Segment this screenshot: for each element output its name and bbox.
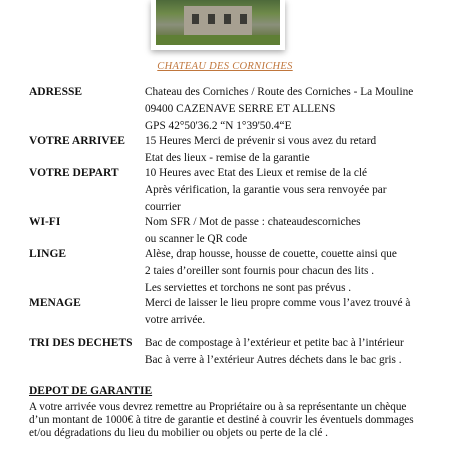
value-line: Alèse, drap housse, housse de couette, couette ainsi que bbox=[145, 248, 397, 260]
window bbox=[208, 14, 215, 24]
chateau-photo-frame bbox=[151, 0, 285, 50]
page-title: CHATEAU DES CORNICHES bbox=[157, 61, 293, 72]
value-line: Chateau des Corniches / Route des Corniches - La Mouline bbox=[145, 86, 414, 98]
chateau-photo bbox=[156, 0, 280, 45]
row-value bbox=[145, 246, 430, 297]
window bbox=[192, 14, 199, 24]
row-value bbox=[145, 84, 430, 135]
value-line: 09400 CAZENAVE SERRE ET ALLENS bbox=[145, 103, 336, 115]
value-line: 15 Heures Merci de prévenir si vous avez du retard bbox=[145, 135, 377, 147]
row-label: TRI DES DECHETS bbox=[29, 337, 133, 349]
row-value bbox=[145, 295, 430, 329]
row-label: LINGE bbox=[29, 248, 67, 260]
value-line: GPS 42°50'36.2 “N 1°39'50.4“E bbox=[145, 120, 292, 132]
row-value bbox=[145, 165, 430, 216]
depot-title: DEPOT DE GARANTIE bbox=[29, 385, 153, 397]
lawn bbox=[156, 35, 280, 45]
value-line: Nom SFR / Mot de passe : chateaudescorniches bbox=[145, 216, 361, 228]
value-line: ou scanner le QR code bbox=[145, 233, 248, 245]
value-line: courrier bbox=[145, 201, 181, 213]
value-line: Bac de compostage à l’extérieur et petite bac à l’intérieur bbox=[145, 337, 404, 349]
row-label: VOTRE DEPART bbox=[29, 167, 119, 179]
value-line: Bac à verre à l’extérieur Autres déchets dans le bac gris . bbox=[145, 354, 402, 366]
value-line: 10 Heures avec Etat des Lieux et remise de la clé bbox=[145, 167, 368, 179]
value-line: votre arrivée. bbox=[145, 314, 206, 326]
value-line: Merci de laisser le lieu propre comme vous l’avez trouvé à bbox=[145, 297, 411, 309]
window bbox=[224, 14, 231, 24]
row-label: ADRESSE bbox=[29, 86, 83, 98]
row-label: WI-FI bbox=[29, 216, 61, 228]
row-value bbox=[145, 214, 430, 248]
window bbox=[240, 14, 247, 24]
row-value bbox=[145, 335, 430, 369]
row-label: MENAGE bbox=[29, 297, 81, 309]
value-line: Après vérification, la garantie vous sera renvoyée par bbox=[145, 184, 387, 196]
value-line: Les serviettes et torchons ne sont pas prévus . bbox=[145, 282, 352, 294]
depot-text: A votre arrivée vous devrez remettre au Propriétaire ou à sa représentante un chèque d’un montant de 1000€ à titre de garantie et destiné à couvrir les éventuels dommages et/ou dégradations du lieu du mobilier ou objets ou perte de la clé . bbox=[29, 401, 414, 439]
row-label: VOTRE ARRIVEE bbox=[29, 135, 125, 147]
value-line: Etat des lieux - remise de la garantie bbox=[145, 152, 310, 164]
value-line: 2 taies d’oreiller sont fournis pour chacun des lits . bbox=[145, 265, 375, 277]
row-value bbox=[145, 133, 430, 167]
